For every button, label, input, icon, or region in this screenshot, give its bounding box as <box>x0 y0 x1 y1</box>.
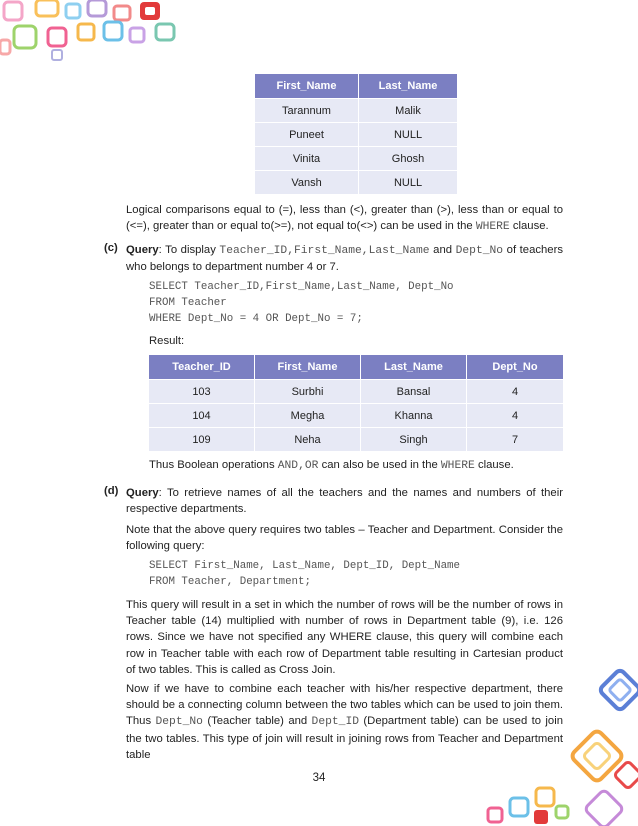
table-header-row <box>255 74 458 98</box>
query-c-label: (c) <box>104 242 118 254</box>
table-cell: Megha <box>255 403 361 427</box>
table-row <box>255 170 458 194</box>
paragraph-text: of teachers who belongs to department number 4 or 7. <box>126 244 563 274</box>
paragraph-text: : To display <box>158 244 220 256</box>
table-row <box>149 403 564 427</box>
table-row <box>149 427 564 451</box>
table-cell: 104 <box>149 403 255 427</box>
result-label: Result: <box>149 335 185 347</box>
table-cell: NULL <box>359 122 458 146</box>
table-cell: Malik <box>359 98 458 122</box>
table-cell: Surbhi <box>255 379 361 403</box>
paragraph-text: can also be used in the <box>318 459 441 471</box>
paragraph-text: and <box>429 244 456 256</box>
paragraph-text: clause. <box>509 220 549 233</box>
name-result-table <box>255 74 458 194</box>
teacher-result-table <box>149 355 564 451</box>
table-cell: Khanna <box>361 403 467 427</box>
table-row <box>255 98 458 122</box>
query-d-note: Note that the above query requires two tables – Teacher and Department. Consider the following query: <box>126 524 563 553</box>
table-cell: Puneet <box>255 122 359 146</box>
boolean-operations-paragraph <box>149 457 563 474</box>
code-line: SELECT First_Name, Last_Name, Dept_ID, Dept_Name <box>149 560 461 572</box>
code-line: SELECT Teacher_ID,First_Name,Last_Name, Dept_No <box>149 281 454 293</box>
column-header: Last_Name <box>359 74 458 98</box>
paragraph-text: Thus Boolean operations <box>149 459 278 471</box>
paragraph-text: : To retrieve names of all the teachers and the names and numbers of their respective departments. <box>126 487 563 516</box>
inline-code: Dept_No <box>455 245 504 257</box>
inline-code: AND,OR <box>277 460 319 472</box>
table-cell: Tarannum <box>255 98 359 122</box>
table-cell: 103 <box>149 379 255 403</box>
join-paragraph <box>126 681 563 763</box>
code-line: FROM Teacher <box>149 297 227 309</box>
sql-code-block-d <box>149 558 460 590</box>
query-d-description <box>126 485 563 517</box>
paragraph-text: (Teacher table) and <box>202 715 312 728</box>
table-cell: Ghosh <box>359 146 458 170</box>
table-row <box>255 146 458 170</box>
query-heading: Query <box>126 244 159 256</box>
column-header: Teacher_ID <box>149 355 255 379</box>
inline-code: Dept_ID <box>311 716 360 729</box>
paragraph-text: Now if we have to combine each teacher with his/her respective department, there should be a connecting column between the two tables which can be used to join them. Thus <box>126 683 563 728</box>
decorative-squares-top-left <box>0 0 200 64</box>
code-line: FROM Teacher, Department; <box>149 576 311 588</box>
inline-code: Dept_No <box>155 716 203 729</box>
table-row <box>149 379 564 403</box>
query-d-label: (d) <box>104 485 119 497</box>
table-cell: NULL <box>359 170 458 194</box>
table-cell: 4 <box>467 379 564 403</box>
column-header: First_Name <box>255 74 359 98</box>
column-header: First_Name <box>255 355 361 379</box>
table-cell: Vinita <box>255 146 359 170</box>
table-cell: Singh <box>361 427 467 451</box>
decorative-diamonds-right <box>560 655 638 826</box>
cross-join-paragraph: This query will result in a set in which the number of rows will be the number of rows in Teacher table (14) multiplied with number of rows in Department table (9), i.e. 126 rows. Since we have not specified any WHERE clause, this query will combine each row in Teacher table with each row of Department table resulting in Cartesian product of two tables. This is called as Cross Join. <box>126 599 563 676</box>
decorative-squares-bottom-right <box>480 780 570 826</box>
column-header: Last_Name <box>361 355 467 379</box>
logical-comparisons-paragraph <box>126 202 563 235</box>
table-cell: Vansh <box>255 170 359 194</box>
table-cell: Neha <box>255 427 361 451</box>
paragraph-text: (Department table) can be used to join the two tables. This type of join will result in joining rows from Teacher and Department table <box>126 715 563 761</box>
table-cell: Bansal <box>361 379 467 403</box>
inline-code: Teacher_ID,First_Name,Last_Name <box>219 245 430 257</box>
query-heading: Query <box>126 487 159 499</box>
table-header-row <box>149 355 564 379</box>
code-line: WHERE Dept_No = 4 OR Dept_No = 7; <box>149 313 363 325</box>
table-cell: 4 <box>467 403 564 427</box>
page-number: 34 <box>312 772 326 784</box>
inline-code: WHERE <box>440 460 475 472</box>
table-cell: 7 <box>467 427 564 451</box>
paragraph-text: Logical comparisons equal to (=), less than (<), greater than (>), less than or equal to (<=), greater than or equal to(>=), not equal to(<>) can be used in the <box>126 204 563 233</box>
table-cell: 109 <box>149 427 255 451</box>
column-header: Dept_No <box>467 355 564 379</box>
inline-code: WHERE <box>475 221 510 234</box>
sql-code-block-c <box>149 279 454 327</box>
query-c-description <box>126 242 563 275</box>
table-row <box>255 122 458 146</box>
paragraph-text: clause. <box>474 459 514 471</box>
